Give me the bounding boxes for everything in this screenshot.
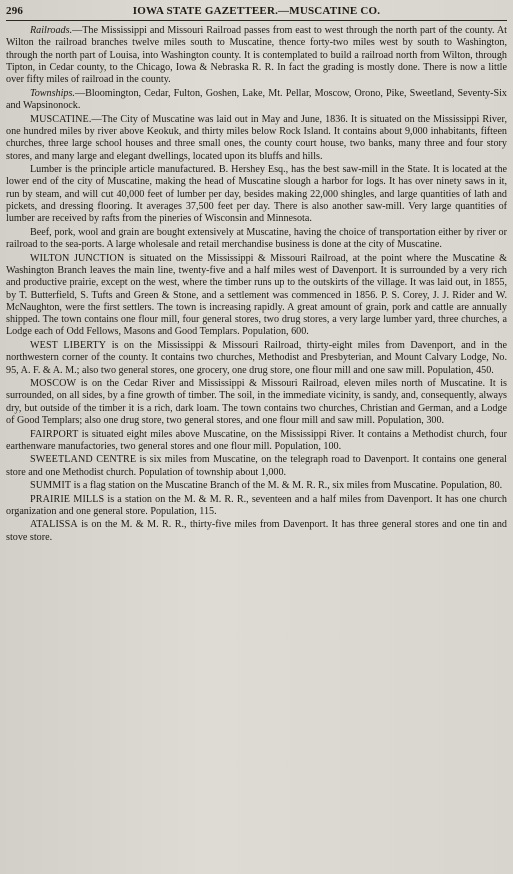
paragraph-text: Beef, pork, wool and grain are bought extensively at Muscatine, having the choice of transportation either by river or railroad to the sea-ports. A large wholesale and retail merchandise business is done at the city of Muscatine. bbox=[6, 226, 507, 251]
paragraph-lead: Townships. bbox=[30, 87, 75, 99]
paragraph-townships bbox=[6, 88, 507, 113]
place-name: WILTON JUNCTION bbox=[30, 252, 125, 264]
header-rule bbox=[6, 20, 507, 21]
place-name: ATALISSA bbox=[30, 519, 78, 531]
paragraph-text: is a station on the M. & M. R. R., seventeen and a half miles from Davenport. It has one church organization and one general store. Population, 115. bbox=[6, 493, 507, 517]
paragraph-atalissa bbox=[6, 519, 507, 544]
paragraph-fairport bbox=[6, 429, 507, 454]
place-name: MUSCATINE. bbox=[30, 113, 92, 125]
paragraph-west-liberty bbox=[6, 340, 507, 377]
place-name: PRAIRIE MILLS bbox=[30, 493, 105, 505]
place-name: FAIRPORT bbox=[30, 428, 79, 440]
paragraph-text: —The Mississippi and Missouri Railroad passes from east to west through the north part of the county. At Wilton the railroad branches twelve miles south to Muscatine, thence forty-two miles west by south to Washington, through the north part of Louisa, into Washington county. It is contemplated to build a railroad north from Wilton, through Tipton, in Cedar county, to the Chicago, Iowa & Nebraska R. R. In fact the grading is mostly done. There is now a little over fifty miles of railroad in the county. bbox=[6, 25, 507, 86]
paragraph-railroads bbox=[6, 25, 507, 87]
paragraph-muscatine bbox=[6, 114, 507, 163]
paragraph-wilton-junction bbox=[6, 253, 507, 339]
paragraph-text: is on the Mississippi & Missouri Railroad, thirty-eight miles from Davenport, and in the northwestern corner of the county. It contains two churches, Methodist and Presbyterian, and Mount Calvary Lodge, No. 95, A. F. & A. M.; also two general stores, one grocery, one drug store, one flour mill and one saw mill. Population, 450. bbox=[6, 339, 507, 376]
paragraph-text: Lumber is the principle article manufactured. B. Hershey Esq., has the best saw-mill in the State. It is located at the lower end of the city of Muscatine, making the head of Muscatine slough a harbor for logs. It has over ninety saws in it, run by steam, and will cut 40,000 feet of lumber per day, besides making 22,000 shingles, and large quantities of lath and pickets, and dressing flooring. It averages 37,500 feet per day. There is also another saw-mill. Very large quantities of lumber are received by rafts from the pineries of Wisconsin and Minnesota. bbox=[6, 164, 507, 225]
place-name: MOSCOW bbox=[30, 378, 77, 390]
paragraph-lumber bbox=[6, 164, 507, 226]
paragraph-text: is six miles from Muscatine, on the telegraph road to Davenport. It contains one general store and one Methodist church. Population of township about 1,000. bbox=[6, 454, 507, 478]
place-name: SUMMIT bbox=[30, 480, 72, 492]
paragraph-sweetland-centre bbox=[6, 454, 507, 479]
paragraph-summit bbox=[6, 480, 507, 492]
paragraph-text: is situated on the Mississippi & Missouri Railroad, at the point where the Muscatine & Washington Branch leaves the main line, twenty-five and a half miles west of Davenport. It is surrounded by a very rich and productive prairie, except on the west, where the timber runs up to the outskirts of the village. It was laid out, in 1855, by T. Butterfield, S. Tufts and Green & Stone, and a settlement was commenced in 1856. P. S. Corey, J. J. Rider and W. McNaughton, were the first settlers. The town is increasing rapidly. A great amount of grain, pork and cattle are annually shipped. The town contains one flour mill, four general stores, two drug stores, a very large lumber yard, three churches, a Lodge each of Odd Fellows, Masons and Good Templars. Population, 600. bbox=[6, 252, 507, 338]
place-name: WEST LIBERTY bbox=[30, 339, 107, 351]
running-title: IOWA STATE GAZETTEER.—MUSCATINE CO. bbox=[132, 5, 381, 17]
page-body bbox=[6, 25, 507, 544]
paragraph-text: —The City of Muscatine was laid out in May and June, 1836. It is situated on the Mississippi River, one hundred miles by river above Keokuk, and thirty miles below Rock Island. It contains about 9,000 inhabitants, fifteen churches, three large school houses and three small ones, the county court house, two banks, many three and four story stores, and many large and elegant dwellings, located upon its bluffs and hills. bbox=[6, 113, 507, 162]
paragraph-trade bbox=[6, 227, 507, 252]
paragraph-text: is on the Cedar River and Mississippi & Missouri Railroad, eleven miles north of Muscatine. It is surrounded, on all sides, by a fine growth of timber. The soil, in the immediate vicinity, is sandy, and, consequently, always dry, but outside of the timber it is a rich, dark loam. The town contains two churches, Christian and German, and a Lodge of Good Templars; also one drug store, two general stores, and one flour mill and saw mill. Population, 300. bbox=[6, 378, 507, 426]
paragraph-text: is on the M. & M. R. R., thirty-five miles from Davenport. It has three general stores and one tin and stove store. bbox=[6, 519, 507, 543]
paragraph-text: —Bloomington, Cedar, Fulton, Goshen, Lake, Mt. Pellar, Moscow, Orono, Pike, Sweetland, Seventy-Six and Wapsinonock. bbox=[6, 87, 507, 112]
place-name: SWEETLAND CENTRE bbox=[30, 454, 137, 466]
paragraph-prairie-mills bbox=[6, 494, 507, 519]
paragraph-text: is a flag station on the Muscatine Branch of the M. & M. R. R., six miles from Muscatine. Population, 80. bbox=[71, 480, 503, 492]
page-number: 296 bbox=[6, 5, 24, 17]
page-header bbox=[6, 4, 507, 18]
paragraph-moscow bbox=[6, 378, 507, 427]
paragraph-text: is situated eight miles above Muscatine, on the Mississippi River. It contains a Methodist church, four earthenware manufactories, two general stores and one flour mill. Population, 100. bbox=[6, 428, 507, 452]
paragraph-lead: Railroads. bbox=[30, 25, 73, 36]
